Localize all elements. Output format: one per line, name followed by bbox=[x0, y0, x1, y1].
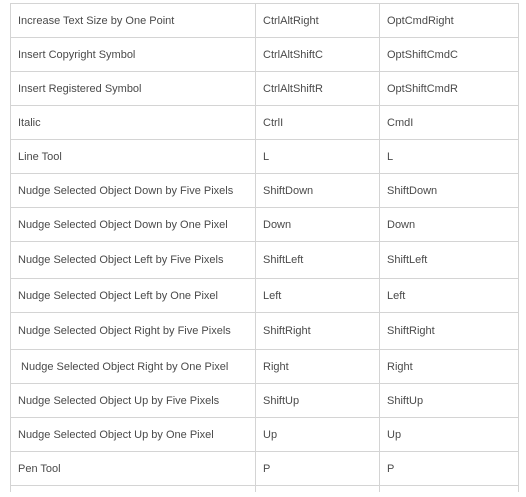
windows-shortcut-cell: P bbox=[256, 452, 380, 486]
table-row bbox=[11, 140, 519, 174]
action-cell: Nudge Selected Object Down by One Pixel bbox=[11, 208, 256, 242]
windows-shortcut-cell: CtrlAltShiftR bbox=[256, 72, 380, 106]
action-cell: Nudge Selected Object Left by One Pixel bbox=[11, 279, 256, 313]
table-row bbox=[11, 38, 519, 72]
action-cell: Insert Copyright Symbol bbox=[11, 38, 256, 72]
action-cell: Nudge Selected Object Left by Five Pixels bbox=[11, 242, 256, 279]
windows-shortcut-cell: Up bbox=[256, 418, 380, 452]
action-cell: Line Tool bbox=[11, 140, 256, 174]
table-row bbox=[11, 350, 519, 384]
action-cell: Italic bbox=[11, 106, 256, 140]
windows-shortcut-cell: Left bbox=[256, 279, 380, 313]
mac-shortcut-cell: Left bbox=[380, 279, 519, 313]
action-cell: Nudge Selected Object Up by Five Pixels bbox=[11, 384, 256, 418]
table-row bbox=[11, 208, 519, 242]
windows-shortcut-cell: Down bbox=[256, 208, 380, 242]
windows-shortcut-cell bbox=[256, 486, 380, 492]
action-cell: Nudge Selected Object Right by Five Pixels bbox=[11, 313, 256, 350]
mac-shortcut-cell: P bbox=[380, 452, 519, 486]
windows-shortcut-cell: CtrlAltShiftC bbox=[256, 38, 380, 72]
windows-shortcut-cell: ShiftLeft bbox=[256, 242, 380, 279]
windows-shortcut-cell: ShiftRight bbox=[256, 313, 380, 350]
mac-shortcut-cell: L bbox=[380, 140, 519, 174]
keyboard-shortcuts-table bbox=[10, 3, 519, 492]
action-cell: Nudge Selected Object Right by One Pixel bbox=[11, 350, 256, 384]
windows-shortcut-cell: CtrlAltRight bbox=[256, 4, 380, 38]
action-cell: Increase Text Size by One Point bbox=[11, 4, 256, 38]
mac-shortcut-cell: ShiftUp bbox=[380, 384, 519, 418]
mac-shortcut-cell: OptShiftCmdR bbox=[380, 72, 519, 106]
mac-shortcut-cell: Up bbox=[380, 418, 519, 452]
table-row bbox=[11, 106, 519, 140]
table-row bbox=[11, 72, 519, 106]
shortcuts-table-container bbox=[10, 3, 518, 492]
table-row bbox=[11, 174, 519, 208]
table-row bbox=[11, 4, 519, 38]
mac-shortcut-cell: ShiftDown bbox=[380, 174, 519, 208]
table-row bbox=[11, 418, 519, 452]
table-row bbox=[11, 384, 519, 418]
windows-shortcut-cell: ShiftUp bbox=[256, 384, 380, 418]
mac-shortcut-cell bbox=[380, 486, 519, 492]
table-row bbox=[11, 452, 519, 486]
table-row-partial bbox=[11, 486, 519, 492]
windows-shortcut-cell: Right bbox=[256, 350, 380, 384]
mac-shortcut-cell: ShiftRight bbox=[380, 313, 519, 350]
mac-shortcut-cell: ShiftLeft bbox=[380, 242, 519, 279]
windows-shortcut-cell: L bbox=[256, 140, 380, 174]
action-cell: Pen Tool bbox=[11, 452, 256, 486]
windows-shortcut-cell: CtrlI bbox=[256, 106, 380, 140]
action-cell: Nudge Selected Object Down by Five Pixels bbox=[11, 174, 256, 208]
table-row bbox=[11, 242, 519, 279]
mac-shortcut-cell: CmdI bbox=[380, 106, 519, 140]
windows-shortcut-cell: ShiftDown bbox=[256, 174, 380, 208]
mac-shortcut-cell: OptCmdRight bbox=[380, 4, 519, 38]
mac-shortcut-cell: OptShiftCmdC bbox=[380, 38, 519, 72]
mac-shortcut-cell: Right bbox=[380, 350, 519, 384]
table-row bbox=[11, 279, 519, 313]
action-cell: Insert Registered Symbol bbox=[11, 72, 256, 106]
action-cell: Nudge Selected Object Up by One Pixel bbox=[11, 418, 256, 452]
action-cell bbox=[11, 486, 256, 492]
mac-shortcut-cell: Down bbox=[380, 208, 519, 242]
table-row bbox=[11, 313, 519, 350]
